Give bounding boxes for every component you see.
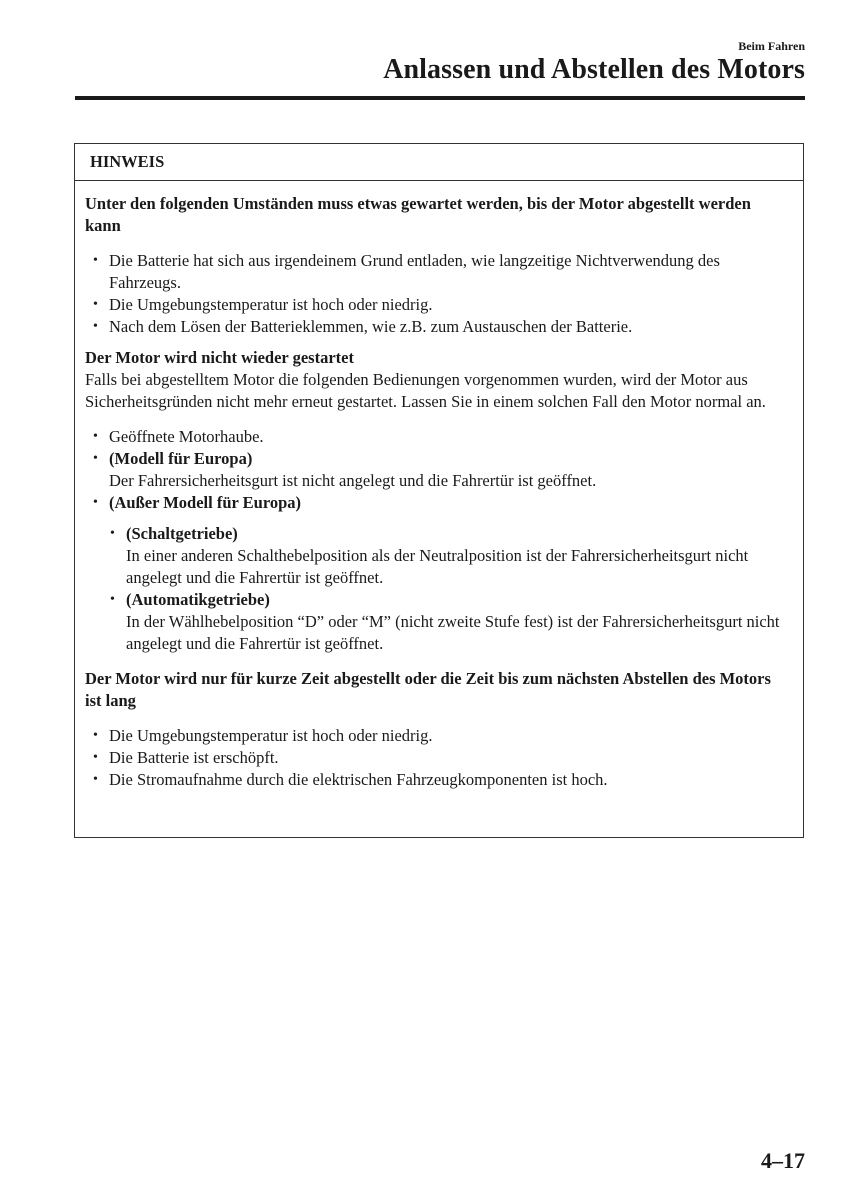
list-item-text: Die Umgebungstemperatur ist hoch oder niedrig. bbox=[109, 726, 433, 745]
header-rule bbox=[75, 96, 805, 100]
list-item bbox=[85, 250, 789, 294]
sublist-item bbox=[85, 589, 789, 655]
list-item-text: Der Fahrersicherheitsgurt ist nicht angelegt und die Fahrertür ist geöffnet. bbox=[109, 471, 597, 490]
sublist-item-label: (Automatikgetriebe) bbox=[126, 590, 270, 609]
section3-list bbox=[85, 725, 789, 791]
bullet-icon: • bbox=[93, 253, 98, 268]
section2-heading: Der Motor wird nicht wieder gestartet bbox=[85, 348, 354, 367]
list-item bbox=[85, 769, 789, 791]
note-body bbox=[75, 181, 803, 791]
section-label: Beim Fahren bbox=[738, 39, 805, 53]
section2-text: Falls bei abgestelltem Motor die folgenden Bedienungen vorgenommen wurden, wird der Motor aus Sicherheitsgründen nicht mehr erneut gestartet. Lassen Sie in einem solchen Fall den Motor normal an. bbox=[85, 370, 766, 411]
list-item bbox=[85, 316, 789, 338]
list-item-text: Die Stromaufnahme durch die elektrischen Fahrzeugkomponenten ist hoch. bbox=[109, 770, 608, 789]
list-item-label: (Modell für Europa) bbox=[109, 449, 253, 468]
list-item bbox=[85, 448, 789, 492]
section1-list bbox=[85, 250, 789, 338]
section3-heading: Der Motor wird nur für kurze Zeit abgestellt oder die Zeit bis zum nächsten Abstellen des Motors ist lang bbox=[85, 669, 771, 710]
list-item-text: Die Batterie hat sich aus irgendeinem Grund entladen, wie langzeitige Nichtverwendung des Fahrzeugs. bbox=[109, 251, 720, 292]
sublist-item-text: In einer anderen Schalthebelposition als der Neutralposition ist der Fahrersicherheitsgurt nicht angelegt und die Fahrertür ist geöffnet. bbox=[126, 546, 749, 587]
note-box bbox=[74, 143, 804, 838]
bullet-icon: • bbox=[93, 297, 98, 312]
bullet-icon: • bbox=[93, 429, 98, 444]
list-item-text: Die Batterie ist erschöpft. bbox=[109, 748, 279, 767]
list-item bbox=[85, 426, 789, 448]
list-item-label: (Außer Modell für Europa) bbox=[109, 493, 302, 512]
list-item-text: Geöffnete Motorhaube. bbox=[109, 427, 264, 446]
note-label: HINWEIS bbox=[75, 144, 803, 181]
sublist-item bbox=[85, 523, 789, 589]
section2-sublist bbox=[85, 523, 789, 655]
sublist-item-label: (Schaltgetriebe) bbox=[126, 524, 238, 543]
chapter-title: Anlassen und Abstellen des Motors bbox=[383, 54, 805, 85]
bullet-icon: • bbox=[110, 592, 115, 607]
bullet-icon: • bbox=[93, 728, 98, 743]
bullet-icon: • bbox=[93, 772, 98, 787]
list-item bbox=[85, 294, 789, 316]
list-item bbox=[85, 725, 789, 747]
bullet-icon: • bbox=[93, 319, 98, 334]
page-number: 4–17 bbox=[761, 1148, 805, 1173]
section1-heading: Unter den folgenden Umständen muss etwas gewartet werden, bis der Motor abgestellt werden kann bbox=[85, 194, 751, 235]
bullet-icon: • bbox=[93, 495, 98, 510]
sublist-item-text: In der Wählhebelposition “D” oder “M” (nicht zweite Stufe fest) ist der Fahrersicherheitsgurt nicht angelegt und die Fahrertür ist geöffnet. bbox=[126, 612, 780, 653]
list-item bbox=[85, 747, 789, 769]
bullet-icon: • bbox=[93, 451, 98, 466]
bullet-icon: • bbox=[110, 526, 115, 541]
list-item-text: Die Umgebungstemperatur ist hoch oder niedrig. bbox=[109, 295, 433, 314]
list-item-text: Nach dem Lösen der Batterieklemmen, wie z.B. zum Austauschen der Batterie. bbox=[109, 317, 633, 336]
bullet-icon: • bbox=[93, 750, 98, 765]
list-item bbox=[85, 492, 789, 514]
section2-list bbox=[85, 426, 789, 514]
